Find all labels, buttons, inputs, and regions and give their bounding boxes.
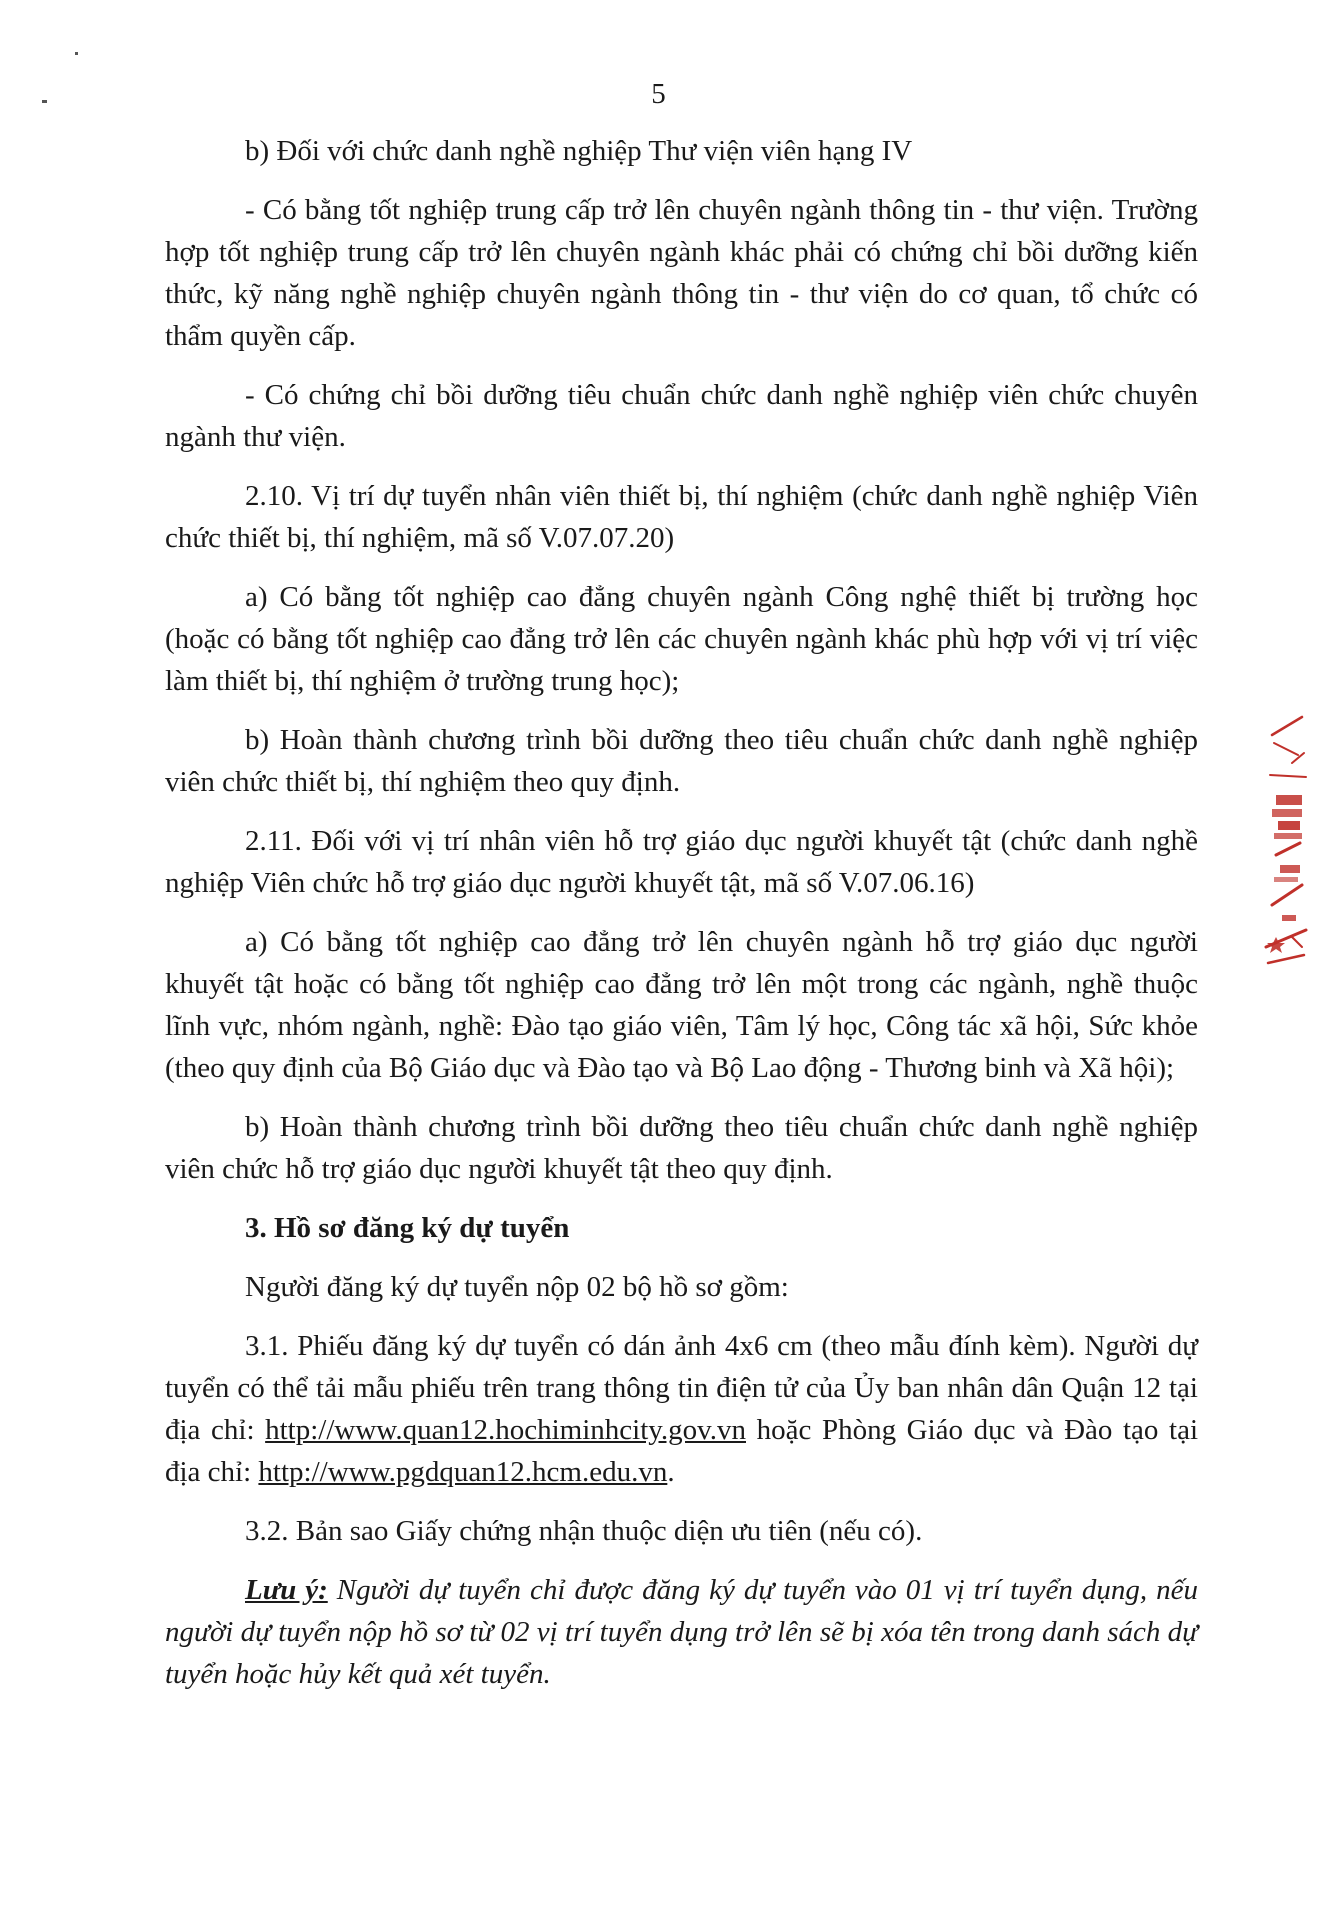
paragraph: - Có chứng chỉ bồi dưỡng tiêu chuẩn chức danh nghề nghiệp viên chức chuyên ngành thư viện.: [165, 379, 1198, 453]
paragraph: b) Hoàn thành chương trình bồi dưỡng theo tiêu chuẩn chức danh nghề nghiệp viên chức thiết bị, thí nghiệm theo quy định.: [165, 724, 1198, 798]
item-3-1: [165, 1325, 1198, 1493]
pgd-link[interactable]: http://www.pgdquan12.hcm.edu.vn: [258, 1456, 668, 1488]
item-3-1-text: 3.1. Phiếu đăng ký dự tuyển có dán ảnh 4x6 cm (theo mẫu đính kèm). Người dự tuyển có thể tải mẫu phiếu trên trang thông tin điện tử của Ủy ban nhân dân Quận 12 tại địa chỉ:: [165, 1330, 1198, 1446]
note-text: Người dự tuyển chỉ được đăng ký dự tuyển vào 01 vị trí tuyển dụng, nếu người dự tuyển nộp hồ sơ từ 02 vị trí tuyển dụng trở lên sẽ bị xóa tên trong danh sách dự tuyển hoặc hủy kết quả xét tuyển.: [165, 1574, 1199, 1690]
paragraph: b) Đối với chức danh nghề nghiệp Thư viện viên hạng IV: [245, 135, 913, 167]
scan-speck: [75, 52, 78, 55]
item-3-1-middle: hoặc Phòng Giáo dục và Đào tạo tại địa chỉ:: [165, 1414, 1199, 1488]
paragraph: b) Hoàn thành chương trình bồi dưỡng theo tiêu chuẩn chức danh nghề nghiệp viên chức hỗ trợ giáo dục người khuyết tật theo quy định.: [165, 1111, 1198, 1185]
paragraph: - Có bằng tốt nghiệp trung cấp trở lên chuyên ngành thông tin - thư viện. Trường hợp tốt nghiệp trung cấp trở lên chuyên ngành khác phải có chứng chỉ bồi dưỡng kiến thức, kỹ năng nghề nghiệp chuyên ngành thông tin - thư viện do cơ quan, tổ chức có thẩm quyền cấp.: [165, 194, 1198, 352]
item-3-2: 3.2. Bản sao Giấy chứng nhận thuộc diện ưu tiên (nếu có).: [245, 1515, 923, 1547]
item-3-1-end: .: [667, 1456, 675, 1488]
page-number: 5: [651, 78, 666, 110]
document-body: [165, 130, 1198, 1712]
red-seal-stamp-edge: [1262, 715, 1310, 970]
section-heading: 3. Hồ sơ đăng ký dự tuyển: [245, 1212, 570, 1244]
note-label: Lưu ý:: [245, 1574, 328, 1606]
paragraph: 2.10. Vị trí dự tuyển nhân viên thiết bị, thí nghiệm (chức danh nghề nghiệp Viên chức thiết bị, thí nghiệm, mã số V.07.07.20): [165, 480, 1198, 554]
paragraph: 2.11. Đối với vị trí nhân viên hỗ trợ giáo dục người khuyết tật (chức danh nghề nghiệp Viên chức hỗ trợ giáo dục người khuyết tật, mã số V.07.06.16): [165, 825, 1198, 899]
section-intro: Người đăng ký dự tuyển nộp 02 bộ hồ sơ gồm:: [245, 1271, 789, 1303]
paragraph: a) Có bằng tốt nghiệp cao đẳng chuyên ngành Công nghệ thiết bị trường học (hoặc có bằng tốt nghiệp cao đẳng trở lên các chuyên ngành khác phù hợp với vị trí việc làm thiết bị, thí nghiệm ở trường trung học);: [165, 581, 1198, 697]
note-paragraph: [165, 1569, 1198, 1695]
quan12-link[interactable]: http://www.quan12.hochiminhcity.gov.vn: [265, 1414, 746, 1446]
paragraph: a) Có bằng tốt nghiệp cao đẳng trở lên chuyên ngành hỗ trợ giáo dục người khuyết tật hoặc có bằng tốt nghiệp cao đẳng trở lên một trong các ngành, nghề thuộc lĩnh vực, nhóm ngành, nghề: Đào tạo giáo viên, Tâm lý học, Công tác xã hội, Sức khỏe (theo quy định của Bộ Giáo dục và Đào tạo và Bộ Lao động - Thương binh và Xã hội);: [165, 926, 1198, 1084]
